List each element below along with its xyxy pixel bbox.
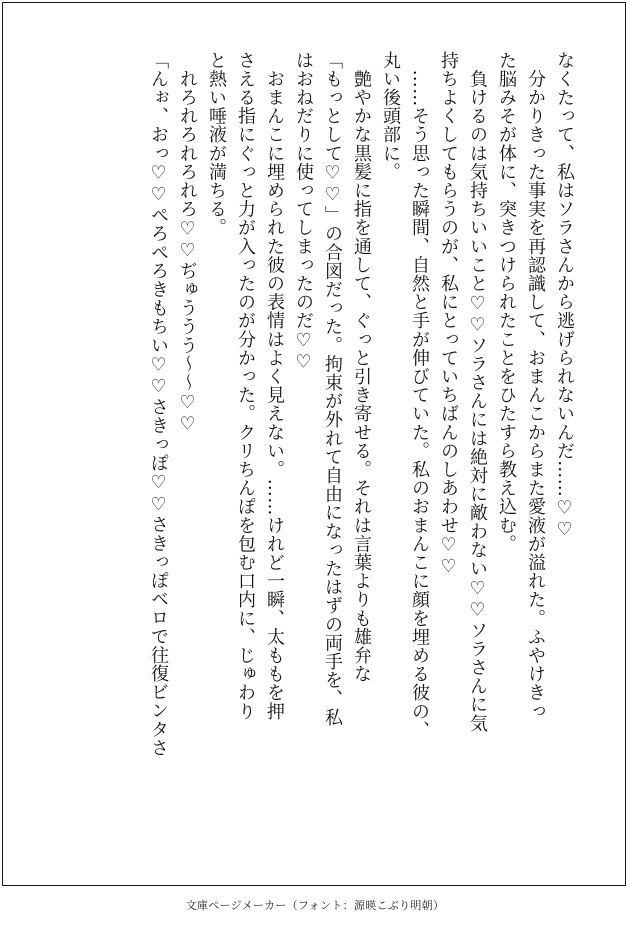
- text-line: 「んぉ、おっ♡♡ぺろぺろきもちい♡♡さきっぽ♡♡さきっぽベロで往復ビンタさ: [148, 51, 169, 758]
- text-line: なくたって、私はソラさんから逃げられないんだ……♡♡: [554, 51, 575, 541]
- text-line: と熱い唾液が満ちる。: [206, 51, 227, 237]
- text-line: 持ちよくしてもらうのが、私にとっていちばんのしあわせ♡♡: [438, 51, 459, 578]
- text-line: おまんこに埋められた彼の表情はよく見えない。……けれど一瞬、太ももを押: [264, 51, 285, 721]
- text-line: れろれろれろれろ♡♡ぢゅううう〜〜♡♡: [177, 51, 198, 435]
- text-line: 分かりきった事実を再認識して、おまんこからまた愛液が溢れた。ふやけきっ: [525, 51, 546, 721]
- text-line: た脳みそが体に、突きつけられたことをひたすら教え込む。: [496, 51, 517, 554]
- text-line: はおねだりに使ってしまったのだ♡♡: [293, 51, 314, 374]
- text-line: ……そう思った瞬間、自然と手が伸びていた。私のおまんこに顔を埋める彼の、: [409, 51, 430, 740]
- text-line: さえる指にぐっと力が入ったのが分かった。クリちんぽを包む口内に、じゅわり: [235, 51, 256, 721]
- text-line: 負けるのは気持ちいいこと♡♡ソラさんには絶対に敵わない♡♡ソラさんに気: [467, 51, 488, 733]
- text-line: 丸い後頭部に。: [380, 51, 401, 182]
- footer-credit: 文庫ページメーカー（フォント：源暎こぶり明朝）: [185, 899, 445, 912]
- novel-body-text: [57, 51, 579, 851]
- page-frame: [2, 2, 626, 886]
- text-line: 艶やかな黒髪に指を通して、ぐっと引き寄せる。それは言葉よりも雄弁な: [351, 51, 372, 684]
- text-line: 「もっとして♡♡」の合図だった。拘束が外れて自由になったはずの両手を、私: [322, 51, 343, 727]
